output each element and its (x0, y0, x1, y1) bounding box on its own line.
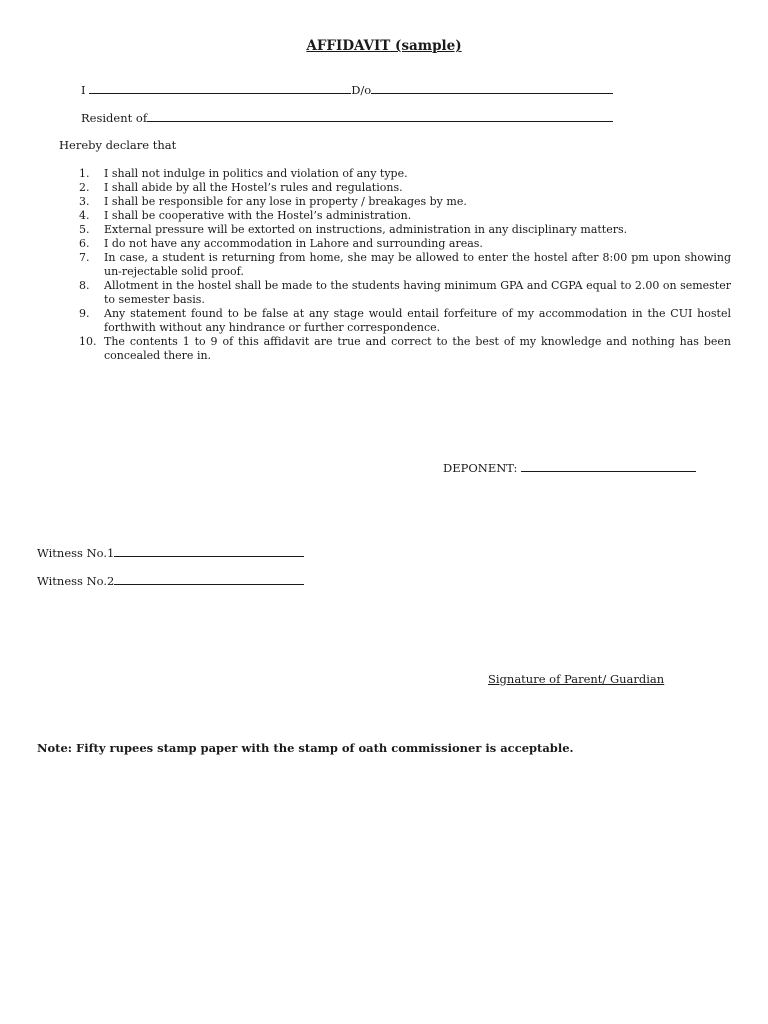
name-prefix: I (81, 83, 86, 97)
deponent-label: DEPONENT: (443, 461, 518, 475)
document-title: AFFIDAVIT (sample) (306, 38, 462, 54)
declaration-item (79, 279, 731, 307)
name-field[interactable] (89, 83, 351, 94)
resident-line (81, 111, 613, 125)
declaration-item (79, 237, 731, 251)
name-line (81, 83, 613, 97)
declaration-number: 10. (79, 335, 97, 348)
declaration-number: 3. (79, 195, 90, 208)
witness2-line (37, 574, 304, 588)
witness1-label: Witness No.1 (37, 546, 115, 560)
deponent-field[interactable] (521, 461, 696, 472)
declaration-text: The contents 1 to 9 of this affidavit are true and correct to the best of my knowledge and nothing has been concealed there in. (104, 335, 731, 362)
declaration-text: Any statement found to be false at any stage would entail forfeiture of my accommodation in the CUI hostel forthwith without any hindrance or further correspondence. (104, 307, 731, 334)
stamp-note: Note: Fifty rupees stamp paper with the stamp of oath commissioner is acceptable. (37, 741, 574, 755)
resident-field[interactable] (147, 111, 613, 122)
declaration-text: I shall abide by all the Hostel’s rules and regulations. (104, 181, 403, 194)
declaration-item (79, 195, 731, 209)
declaration-item (79, 307, 731, 335)
declaration-text: External pressure will be extorted on instructions, administration in any disciplinary matters. (104, 223, 628, 236)
declaration-item (79, 209, 731, 223)
declare-text: Hereby declare that (59, 138, 177, 152)
signature-label: Signature of Parent/ Guardian (488, 672, 665, 686)
declaration-number: 7. (79, 251, 90, 264)
witness1-line (37, 546, 304, 560)
declaration-list (79, 167, 731, 363)
declaration-item (79, 181, 731, 195)
declaration-number: 9. (79, 307, 90, 320)
declaration-item (79, 335, 731, 363)
witness2-label: Witness No.2 (37, 574, 115, 588)
declaration-number: 1. (79, 167, 90, 180)
declaration-text: I do not have any accommodation in Lahore and surrounding areas. (104, 237, 483, 250)
declaration-text: I shall be responsible for any lose in property / breakages by me. (104, 195, 467, 208)
declaration-number: 5. (79, 223, 90, 236)
declaration-number: 8. (79, 279, 90, 292)
resident-label: Resident of (81, 111, 148, 125)
declaration-number: 2. (79, 181, 90, 194)
deponent-line (443, 461, 696, 475)
witness2-field[interactable] (114, 574, 304, 585)
declaration-item (79, 167, 731, 181)
declaration-text: I shall be cooperative with the Hostel’s administration. (104, 209, 412, 222)
relation-field[interactable] (371, 83, 613, 94)
declaration-number: 6. (79, 237, 90, 250)
declaration-text: Allotment in the hostel shall be made to the students having minimum GPA and CGPA equal to 2.00 on semester to semester basis. (104, 279, 731, 306)
relation-label: D/o (351, 83, 372, 97)
declaration-item (79, 251, 731, 279)
declaration-number: 4. (79, 209, 90, 222)
witness1-field[interactable] (114, 546, 304, 557)
declaration-text: In case, a student is returning from home, she may be allowed to enter the hostel after 8:00 pm upon showing un-rejectable solid proof. (104, 251, 731, 278)
declaration-item (79, 223, 731, 237)
declaration-text: I shall not indulge in politics and violation of any type. (104, 167, 408, 180)
